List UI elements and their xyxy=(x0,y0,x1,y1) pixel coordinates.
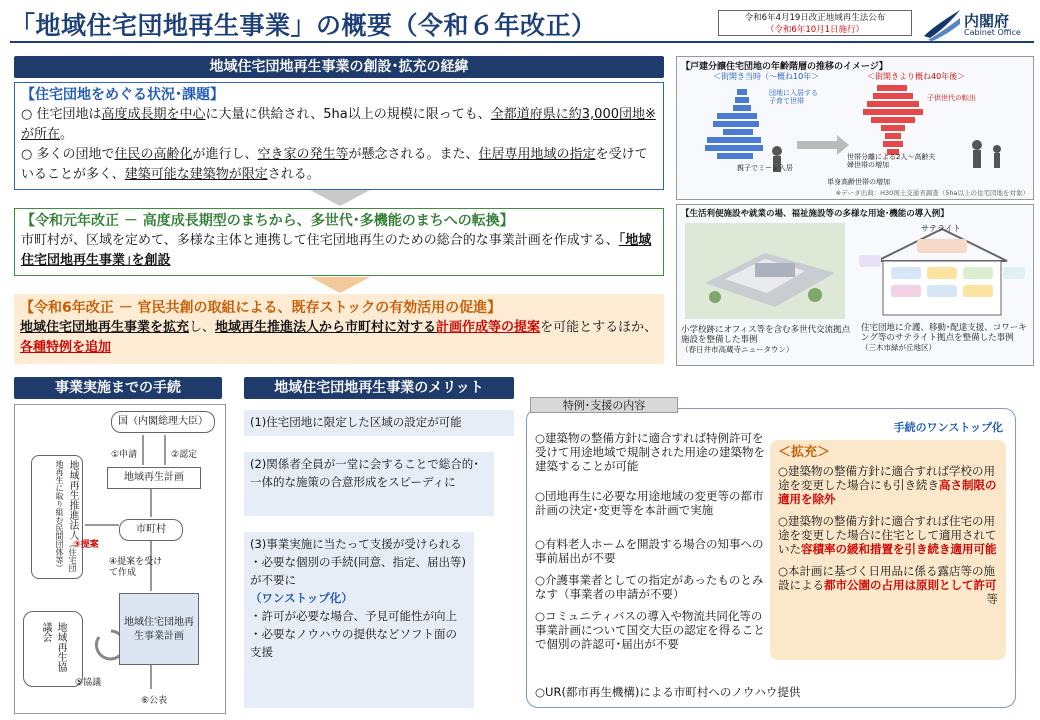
tokurei-item-5: ○コミュニティバスの導入や物流共同化等の事業計画について国交大臣の認定を得ることで個別の許認可･届出が不要 xyxy=(535,609,765,651)
text-span: ○ 住宅団地は xyxy=(21,107,102,122)
text-span: 都市公園の占用は原則として許可 xyxy=(824,578,997,592)
procedure-diagram xyxy=(14,404,226,714)
note-text xyxy=(769,89,818,105)
school-facility-image xyxy=(685,223,845,319)
figure-caption: 【戸建分譲住宅団地の年齢階層の推移のイメージ】 xyxy=(681,62,888,72)
kakuju-item-1 xyxy=(778,464,998,506)
date-line2: （令和6年10月1日施行） xyxy=(765,25,865,35)
page-title: 「地域住宅団地再生事業」の概要（令和６年改正） xyxy=(10,11,597,40)
cabinet-office-logo xyxy=(922,6,1034,42)
text-span: を可能とするほか、 xyxy=(540,320,658,335)
label-nintei: ②認定 xyxy=(171,450,198,460)
node-kyogikai: 地域再生協議会 xyxy=(23,611,83,687)
figure-source: ※データ出典：H30国土交通省調査（5ha以上の住宅団地を対象） xyxy=(835,189,1029,197)
text-span: が進行し、 xyxy=(192,147,258,162)
text-span: ○ 多くの団地で xyxy=(21,147,115,162)
reiwa1-box xyxy=(14,208,664,276)
text-span: 住民の高齢化 xyxy=(114,147,193,162)
reiwa6-text xyxy=(20,318,658,358)
node-saisei-keikaku: 地域再生計画 xyxy=(107,467,201,489)
logo-text-en: Cabinet Office xyxy=(964,28,1021,37)
node-kuni: 国（内閣総理大臣） xyxy=(111,411,215,433)
label-kyogi: ⑤協議 xyxy=(75,678,102,688)
kakuju-etc: 等 xyxy=(986,592,998,606)
arrow-down-icon xyxy=(310,190,370,206)
merit-3-head: (3)事業実施に当たって支援が受けられる xyxy=(250,537,462,551)
text-span: 高さ制限の適用を除外 xyxy=(778,478,997,506)
section-bar-procedure: 事業実施までの手続 xyxy=(14,377,222,399)
text-span: 計画作成等の提案 xyxy=(436,320,541,335)
tokurei-item-3: ○有料老人ホームを開設する場合の知事への事前届出が不要 xyxy=(535,537,764,565)
merit-3-c: ・許可が必要な場合、予見可能性が向上 xyxy=(250,609,457,623)
satellite-label: サテライト xyxy=(921,224,961,233)
text-span: し、 xyxy=(189,320,216,335)
text-span: される。 xyxy=(267,167,320,182)
merit-1: (1)住宅団地に限定した区域の設定が可能 xyxy=(244,410,514,436)
caption-right xyxy=(861,323,1031,353)
caption-source: （春日井市高蔵寺ニュータウン） xyxy=(681,345,794,354)
text-span: ○建築物の整備方針に適合すれば住宅の用途を変更した場合に住宅として適用されていた xyxy=(778,514,997,556)
tokurei-item-2: ○団地再生に必要な用途地域の変更等の都市計画の決定･変更等を本計画で実施 xyxy=(535,489,764,517)
reiwa6-heading: 【令和6年改正 － 官民共創の取組による、既存ストックの有効活用の促進】 xyxy=(20,300,502,316)
node-hojin xyxy=(31,455,83,579)
onestop-label: 手続のワンストップ化 xyxy=(893,421,1003,434)
tokurei-ur: ○UR(都市再生機構)による市町村へのノウハウ提供 xyxy=(535,685,801,699)
situation-heading: 【住宅団地をめぐる状況･課題】 xyxy=(21,87,224,103)
text-span: 空き家の発生等 xyxy=(257,147,349,162)
text-span: 市町村が、区域を定めて、多様な主体と連携して住宅団地再生のための総合的な事業計画を作成する、 xyxy=(21,233,619,248)
kakuju-heading: ＜拡充＞ xyxy=(778,445,831,460)
date-line1: 令和6年4月19日改正地域再生法公布 xyxy=(744,13,886,23)
node-jigyo-keikaku: 地域住宅団地再生事業計画 xyxy=(119,593,199,665)
note-text: 単身高齢世帯の増加 xyxy=(827,178,890,186)
note-line: 子育て世帯 xyxy=(769,97,804,105)
text-span: 建築可能な建築物が限定 xyxy=(124,167,268,182)
text-span: 高度成長期を中心 xyxy=(101,107,206,122)
arrow-down-icon xyxy=(310,277,370,293)
section-bar-history: 地域住宅団地再生事業の創設･拡充の経緯 xyxy=(14,56,664,78)
text-span: 全都道府県に約3,000団地※が所在 xyxy=(21,107,656,142)
text-span: ○建築物の整備方針に適合すれば学校の用途を変更した場合にも引き続き xyxy=(778,464,996,492)
note-text: 親子でミーレ入居 xyxy=(737,164,793,172)
figure-left-label: ＜街開き当時（～概ね10年＞ xyxy=(713,72,820,81)
figure-caption: 【生活利便施設や就業の場、福祉施設等の多様な用途･機能の導入例】 xyxy=(681,209,949,219)
caption-text: 住宅団地に介護、移動･配達支援、コワーキング等のサテライト拠点を整備した事例 xyxy=(861,323,1027,343)
header-rule xyxy=(10,41,1034,43)
logo-mark-icon xyxy=(922,6,962,42)
situation-box xyxy=(14,82,664,190)
situation-item-1 xyxy=(21,105,657,145)
date-box xyxy=(718,10,912,36)
text-span: に大量に供給され、5ha以上の規模に限っても、 xyxy=(205,107,491,122)
text-span: が懸念される。また、 xyxy=(348,147,479,162)
label-sakusei: ④提案を受けて作成 xyxy=(109,557,163,578)
caption-left xyxy=(681,325,851,355)
note-line: 団地に入居する xyxy=(769,89,818,97)
text-span: 。 xyxy=(60,127,74,142)
caption-source: （三木市緑が丘地区） xyxy=(861,343,936,352)
text-span: を受けていることが多く、 xyxy=(21,147,648,182)
section-bar-merits: 地域住宅団地再生事業のメリット xyxy=(244,377,514,399)
text-span: ｢地域住宅団地再生事業｣を創設 xyxy=(21,233,652,268)
kakuju-box xyxy=(770,440,1006,660)
text-span: 容積率の緩和措置を引き続き適用可能 xyxy=(801,542,997,556)
age-structure-figure xyxy=(676,56,1034,200)
text-span: 地域再生推進法人から市町村に対する xyxy=(215,320,437,335)
label-kohyo: ⑥公表 xyxy=(141,696,168,706)
merit-2: (2)関係者全員が一堂に会することで総合的･一体的な施策の合意形成をスピーディに xyxy=(244,452,494,516)
logo-text-jp: 内閣府 xyxy=(964,12,1010,30)
situation-item-2 xyxy=(21,145,657,185)
hojin-note: （住宅団地再生に取り組む民間団体等） xyxy=(55,460,77,572)
reiwa6-box xyxy=(14,294,664,364)
reiwa1-text xyxy=(21,231,657,271)
population-pyramids xyxy=(677,81,1035,191)
label-teian: ③提案 xyxy=(73,540,99,550)
hojin-label: 地域再生推進法人 xyxy=(67,460,78,540)
merit-3 xyxy=(244,532,474,708)
merit-3-a: ・必要な個別の手続(同意、指定、届出等)が不要に xyxy=(250,555,466,587)
text-span: 住居専用地域の指定 xyxy=(478,147,596,162)
label-shinsei: ①申請 xyxy=(111,450,138,460)
tokurei-item-1: ○建築物の整備方針に適合すれば特例許可を受けて用途地域で規制された用途の建築物を建築することが可能 xyxy=(535,431,765,473)
satellite-diagram-image xyxy=(857,221,1027,317)
node-shichoson: 市町村 xyxy=(119,519,183,541)
tokurei-item-4: ○介護事業者としての指定があったものとみなす（事業者の申請が不要） xyxy=(535,573,764,601)
merit-3-d: ・必要なノウハウの提供などソフト面の支援 xyxy=(250,627,457,659)
note-text: 子供世代の転出 xyxy=(927,94,976,102)
merit-3-b: （ワンストップ化） xyxy=(250,591,353,605)
figure-right-label: ＜街開きより概ね40年後＞ xyxy=(867,72,966,81)
tokurei-tab: 特例･支援の内容 xyxy=(530,397,678,413)
caption-text: 小学校跡にオフィス等を含む多世代交流拠点施設を整備した事例 xyxy=(681,325,851,345)
facility-examples-figure xyxy=(676,204,1034,366)
reiwa1-heading: 【令和元年改正 － 高度成長期型のまちから、多世代･多機能のまちへの転換】 xyxy=(21,213,514,229)
text-span: ○本計画に基づく日用品に係る露店等の施設による xyxy=(778,564,996,592)
text-span: 各種特例を追加 xyxy=(20,340,112,355)
kakuju-item-2 xyxy=(778,514,998,556)
note-text: 世帯分離による2人～高齢夫婦世帯の増加 xyxy=(847,153,936,169)
kakuju-item-3 xyxy=(778,564,998,592)
text-span: 地域住宅団地再生事業を拡充 xyxy=(20,320,190,335)
